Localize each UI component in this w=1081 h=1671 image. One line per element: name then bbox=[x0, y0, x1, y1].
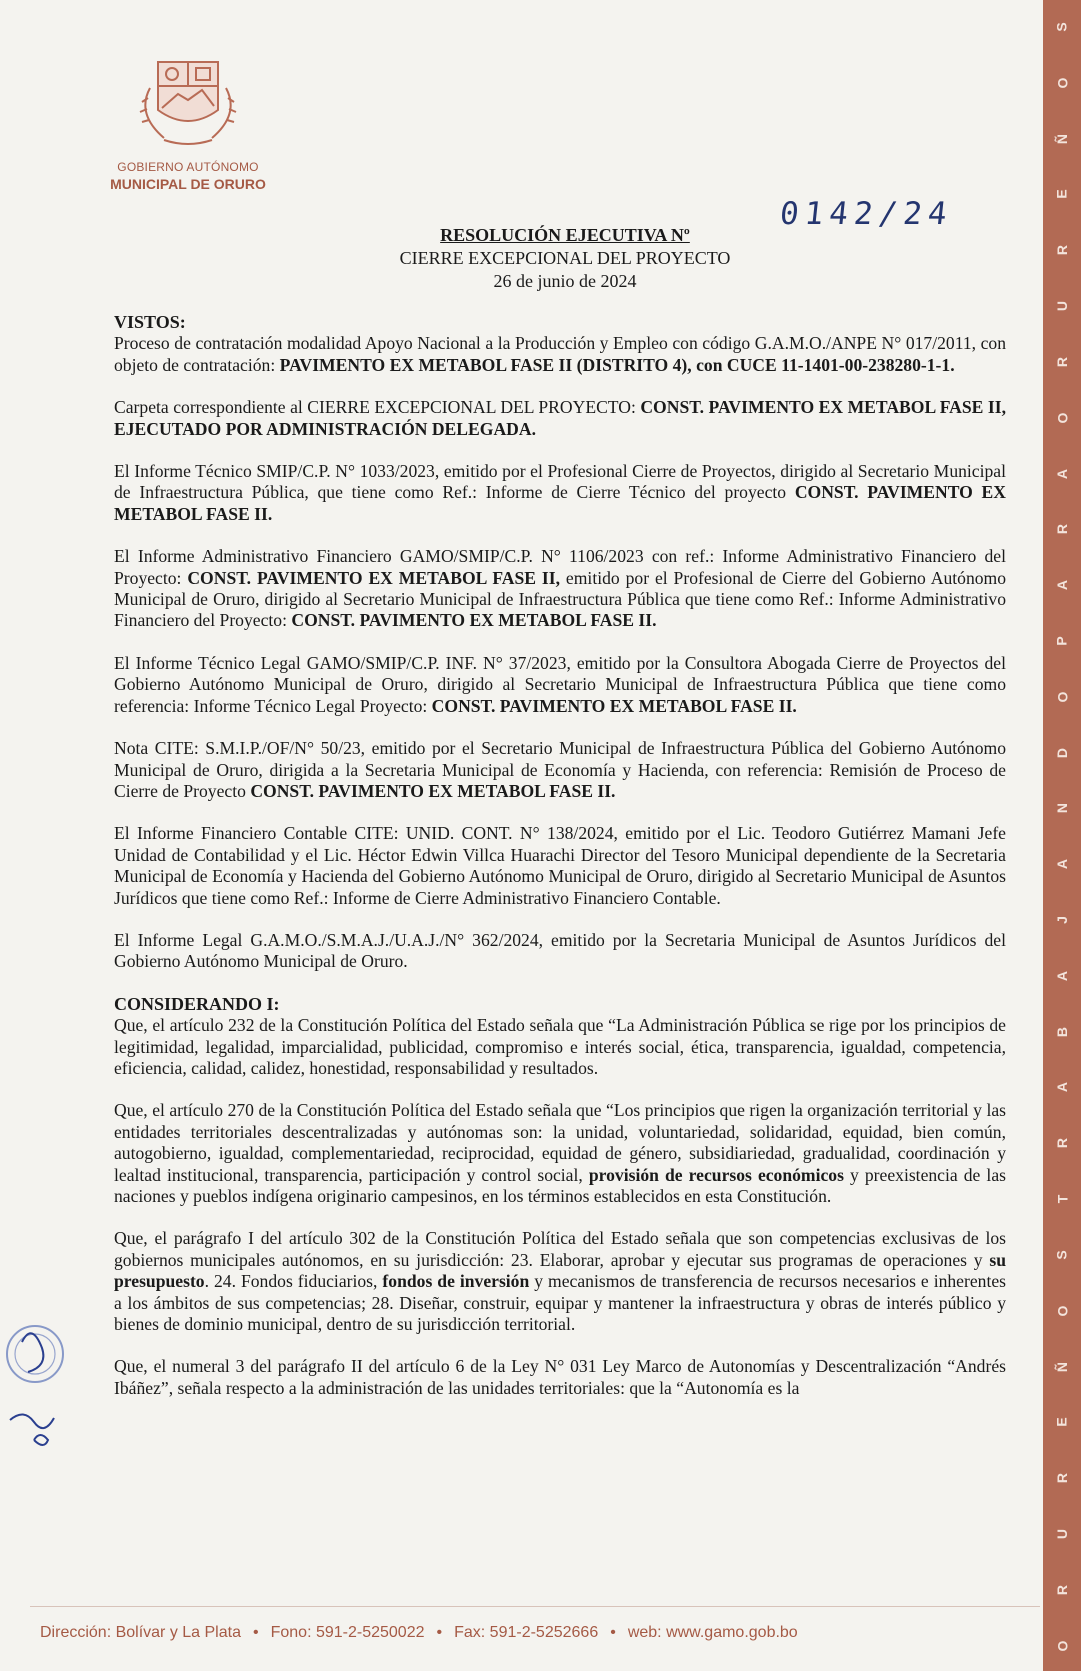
side-band-letter: O bbox=[1053, 77, 1070, 89]
side-band-letter: A bbox=[1054, 859, 1070, 870]
paragraph-text: Carpeta correspondiente al CIERRE EXCEPCIONAL DEL PROYECTO: bbox=[114, 397, 641, 418]
footer-contact bbox=[40, 1624, 1040, 1642]
resolution-number-stamp: 0142/24 bbox=[778, 196, 955, 232]
side-band-letter: U bbox=[1054, 301, 1070, 312]
side-band-letter: S bbox=[1054, 1250, 1070, 1260]
paragraph-text: Que, el parágrafo I del artículo 302 de la Constitución Política del Estado señala que son competencias exclusivas de los gobiernos municipales autónomos, en su jurisdicción: 23. Elaborar, aprobar y ejecutar sus programas de operaciones y bbox=[114, 1228, 1006, 1270]
paragraph-text: emitido por el Profesional de Cierre del Gobierno Autónomo Municipal de Oruro, dirigido al Secretario Municipal de Infraestructura Pública que tiene como Ref.: Informe Administrativo Financiero del Proyecto: bbox=[114, 567, 1007, 631]
side-band-letter: R bbox=[1054, 1473, 1070, 1484]
paragraph bbox=[114, 1100, 1006, 1207]
side-band-letter: E bbox=[1054, 1417, 1070, 1427]
footer-fax: Fax: 591-2-5252666 bbox=[454, 1624, 599, 1641]
org-name-line2: MUNICIPAL DE ORURO bbox=[110, 176, 266, 192]
paragraph bbox=[114, 1228, 1006, 1335]
side-band-letter: R bbox=[1054, 245, 1070, 256]
paragraph bbox=[114, 546, 1006, 632]
signature-icon bbox=[4, 1400, 66, 1454]
paragraph bbox=[114, 738, 1006, 802]
document-title: RESOLUCIÓN EJECUTIVA Nº bbox=[440, 225, 690, 245]
document-body bbox=[114, 312, 1006, 1420]
side-band-letter: O bbox=[1053, 1305, 1070, 1317]
footer-bullet: • bbox=[252, 1624, 259, 1641]
side-band-letter: Ñ bbox=[1054, 133, 1070, 144]
document-date: 26 de junio de 2024 bbox=[493, 271, 637, 291]
paragraph-bold: PAVIMENTO EX METABOL FASE II (DISTRITO 4), con CUCE 11-1401-00-238280-1-1. bbox=[279, 354, 955, 375]
paragraph-text: y mecanismos de transferencia de recursos necesarios e inherentes a los ámbitos de sus competencias; 28. Diseñar, construir, equipar y mantener la infraestructura y obras de interés público y bienes de dominio municipal, dentro de su jurisdicción territorial. bbox=[114, 1271, 1007, 1335]
side-band-letter: B bbox=[1054, 1026, 1070, 1037]
side-band-letter: S bbox=[1054, 22, 1070, 32]
side-band-letter: O bbox=[1053, 1640, 1070, 1652]
paragraph-bold: CONST. PAVIMENTO EX METABOL FASE II, bbox=[187, 567, 561, 588]
org-name-line1: GOBIERNO AUTÓNOMO bbox=[117, 160, 259, 174]
side-band-letter: R bbox=[1054, 1138, 1070, 1149]
section-heading-vistos: VISTOS: bbox=[114, 312, 186, 332]
municipal-logo bbox=[108, 48, 268, 192]
paragraph-bold: provisión de recursos económicos bbox=[588, 1164, 844, 1185]
paragraph-bold: CONST. PAVIMENTO EX METABOL FASE II. bbox=[114, 482, 1007, 524]
side-band-letter: T bbox=[1054, 1194, 1070, 1204]
paragraph-text: y preexistencia de las naciones y pueblos indígena originario campesinos, en los términos establecidos en esta Constitución. bbox=[114, 1164, 1006, 1206]
paragraph: El Informe Legal G.A.M.O./S.M.A.J./U.A.J./N° 362/2024, emitido por la Secretaria Municipal de Asuntos Jurídicos del Gobierno Autónomo Municipal de Oruro. bbox=[114, 929, 1006, 972]
section-heading-considerando: CONSIDERANDO I: bbox=[114, 993, 280, 1014]
paragraph bbox=[114, 397, 1006, 440]
paragraph-text: Proceso de contratación modalidad Apoyo Nacional a la Producción y Empleo con código G.A.M.O./ANPE N° 017/2011, con objeto de contratación: bbox=[114, 333, 1006, 375]
paragraph bbox=[114, 461, 1006, 525]
paragraph-text: El Informe Técnico SMIP/C.P. N° 1033/2023, emitido por el Profesional Cierre de Proyectos, dirigido al Secretario Municipal de Infraestructura Pública, que tiene como Ref.: Informe de Cierre Técnico del proyecto bbox=[114, 461, 1006, 503]
side-band-letter: P bbox=[1054, 636, 1070, 646]
side-band-letter: O bbox=[1053, 691, 1070, 703]
paragraph: Que, el artículo 232 de la Constitución Política del Estado señala que “La Administración Pública se rige por los principios de legitimidad, legalidad, imparcialidad, publicidad, compromiso e interés social, ética, transparencia, igualdad, competencia, eficiencia, calidad, calidez, honestidad, responsabilidad y resultados. bbox=[114, 1015, 1006, 1078]
side-band-letter: A bbox=[1054, 468, 1070, 479]
footer-bullet: • bbox=[610, 1624, 616, 1641]
side-band-letter: R bbox=[1054, 1584, 1070, 1595]
footer-address: Dirección: Bolívar y La Plata bbox=[40, 1624, 241, 1641]
footer-bullet: • bbox=[436, 1624, 443, 1641]
side-band-letter: A bbox=[1054, 1082, 1070, 1093]
side-band-letter: N bbox=[1054, 803, 1070, 814]
paragraph-bold: CONST. PAVIMENTO EX METABOL FASE II. bbox=[291, 610, 657, 631]
coat-of-arms-icon bbox=[128, 48, 248, 158]
side-band-letter: E bbox=[1054, 189, 1070, 200]
document-subtitle: CIERRE EXCEPCIONAL DEL PROYECTO bbox=[399, 248, 731, 268]
side-band-letter: J bbox=[1053, 916, 1070, 924]
paragraph-bold: CONST. PAVIMENTO EX METABOL FASE II. bbox=[250, 780, 616, 801]
paragraph-text: . 24. Fondos fiduciarios, bbox=[204, 1271, 383, 1292]
paragraph-bold: CONST. PAVIMENTO EX METABOL FASE II. bbox=[431, 695, 797, 716]
document-header bbox=[300, 224, 830, 293]
side-band-letter: U bbox=[1054, 1528, 1070, 1539]
paragraph-text: Que, el artículo 270 de la Constitución Política del Estado señala que “Los principios que rigen la organización territorial y las entidades territoriales descentralizadas y autónomas son: la unidad, voluntariedad, solidaridad, equidad, bien común, autogobierno, igualdad, complementariedad, reciprocidad, equidad de género, subsidiariedad, gradualidad, coordinación y lealtad institucional, transparencia, participación y control social, bbox=[114, 1100, 1006, 1185]
side-band-letter: A bbox=[1054, 580, 1070, 591]
side-slogan-band bbox=[1043, 0, 1081, 1671]
footer-divider bbox=[30, 1606, 1040, 1607]
paragraph-bold: fondos de inversión bbox=[382, 1271, 530, 1292]
paragraph-bold: CONST. PAVIMENTO EX METABOL FASE II, EJECUTADO POR ADMINISTRACIÓN DELEGADA. bbox=[114, 397, 1006, 439]
paragraph bbox=[114, 333, 1006, 376]
paragraph-text: Nota CITE: S.M.I.P./OF/N° 50/23, emitido por el Secretario Municipal de Infraestructura Pública del Gobierno Autónomo Municipal de Oruro, dirigida a la Secretaria Municipal de Economía y Hacienda, con referencia: Remisión de Proceso de Cierre de Proyecto bbox=[114, 738, 1006, 801]
paragraph-text: El Informe Administrativo Financiero GAMO/SMIP/C.P. N° 1106/2023 con ref.: Informe Administrativo Financiero del Proyecto: bbox=[114, 546, 1006, 588]
paragraph: Que, el numeral 3 del parágrafo II del artículo 6 de la Ley N° 031 Ley Marco de Autonomías y Descentralización “Andrés Ibáñez”, señala respecto a la administración de las unidades territoriales: que la “Autonomía es la bbox=[114, 1356, 1006, 1398]
side-band-letter: D bbox=[1054, 747, 1070, 758]
footer-phone: Fono: 591-2-5250022 bbox=[270, 1624, 425, 1641]
side-band-letter: R bbox=[1054, 524, 1070, 535]
paragraph-text: El Informe Técnico Legal GAMO/SMIP/C.P. INF. N° 37/2023, emitido por la Consultora Abogada Cierre de Proyectos del Gobierno Autónomo Municipal de Oruro, dirigido al Secretario Municipal de Infraestructura Pública que tiene como referencia: Informe Técnico Legal Proyecto: bbox=[114, 652, 1006, 716]
paragraph: El Informe Financiero Contable CITE: UNID. CONT. N° 138/2024, emitido por el Lic. Teodoro Gutiérrez Mamani Jefe Unidad de Contabilidad y el Lic. Héctor Edwin Villca Huarachi Director del Tesoro Municipal dependiente de la Secretaria Municipal de Economía y Hacienda del Gobierno Autónomo Municipal de Oruro, dirigido al Secretario Municipal de Asuntos Jurídicos que tiene como Ref.: Informe de Cierre Administrativo Financiero Contable. bbox=[114, 823, 1006, 908]
footer-web[interactable]: web: www.gamo.gob.bo bbox=[627, 1624, 798, 1641]
official-seal-icon bbox=[2, 1312, 68, 1402]
paragraph-bold: su presupuesto bbox=[114, 1249, 1006, 1292]
side-band-letter: A bbox=[1054, 970, 1070, 981]
side-band-letter: O bbox=[1053, 412, 1070, 424]
paragraph bbox=[114, 653, 1006, 717]
side-band-letter: R bbox=[1054, 356, 1070, 367]
side-band-letter: Ñ bbox=[1054, 1361, 1070, 1372]
